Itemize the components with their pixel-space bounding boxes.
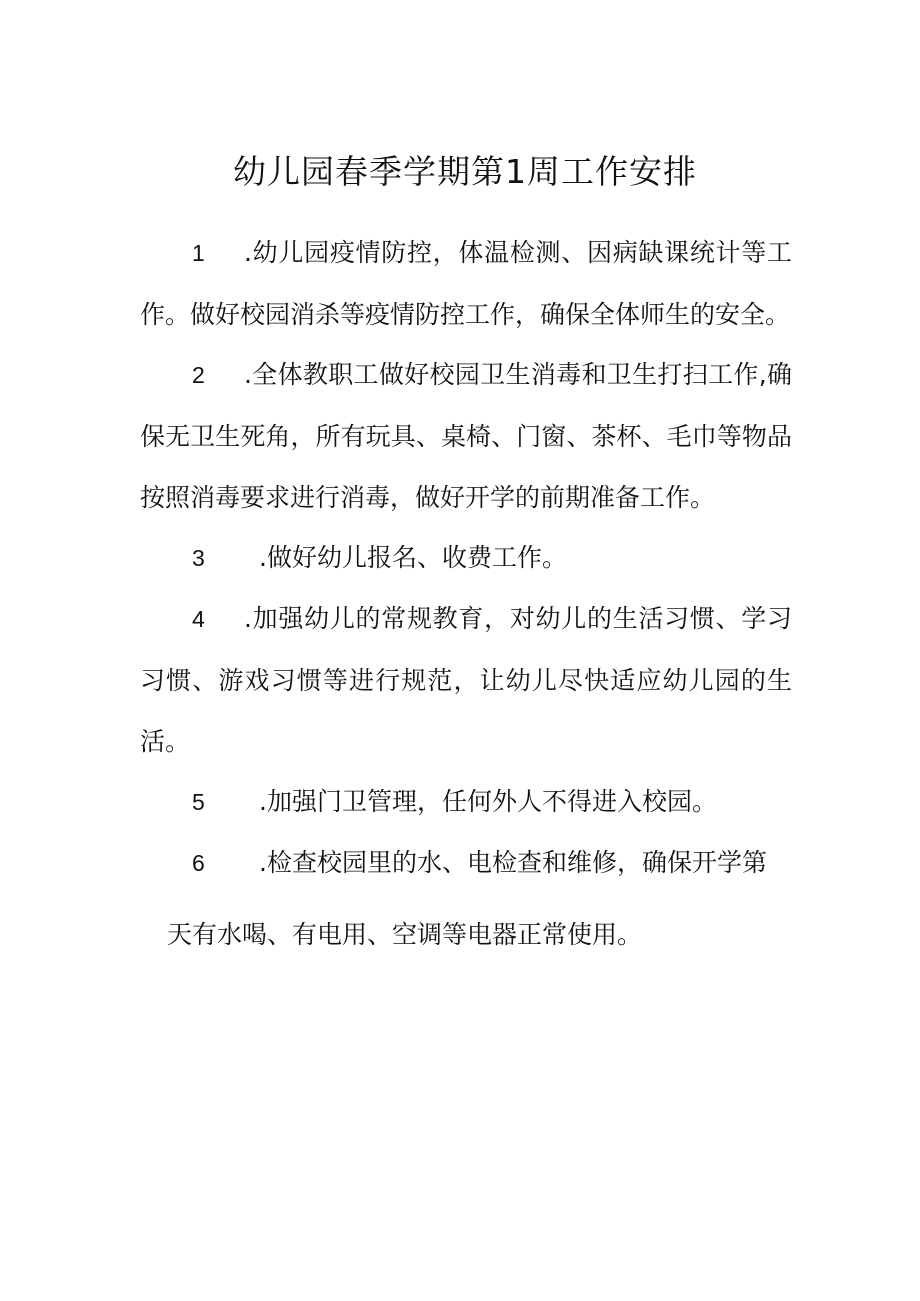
list-item [140,832,792,965]
item-number: 3 [192,545,205,571]
list-item [140,222,792,345]
item-text: .加强幼儿的常规教育，对幼儿的生活习惯、学习习惯、游戏习惯等进行规范，让幼儿尽快适应幼儿园的生活。 [140,604,792,756]
item-text: .全体教职工做好校园卫生消毒和卫生打扫工作,确保无卫生死角，所有玩具、桌椅、门窗、茶杯、毛巾等物品按照消毒要求进行消毒，做好开学的前期准备工作。 [140,360,792,512]
item-number: 2 [192,362,205,388]
item-number: 1 [192,240,205,266]
item-text-continuation: 天有水喝、有电用、空调等电器正常使用。 [167,920,643,949]
item-text: .加强门卫管理，任何外人不得进入校园。 [259,787,717,816]
page-title: 幼儿园春季学期第1周工作安排 [233,152,697,191]
item-number: 4 [192,606,205,632]
list-item [140,527,792,589]
item-text: .幼儿园疫情防控，体温检测、因病缺课统计等工作。做好校园消杀等疫情防控工作，确保全体师生的安全。 [140,238,792,329]
list-item [140,771,792,833]
list-item [140,588,792,772]
item-text: .做好幼儿报名、收费工作。 [259,543,567,572]
list-item [140,344,792,528]
item-text: .检查校园里的水、电检查和维修，确保开学第 [259,848,767,877]
item-number: 5 [192,789,205,815]
item-number: 6 [192,850,205,876]
